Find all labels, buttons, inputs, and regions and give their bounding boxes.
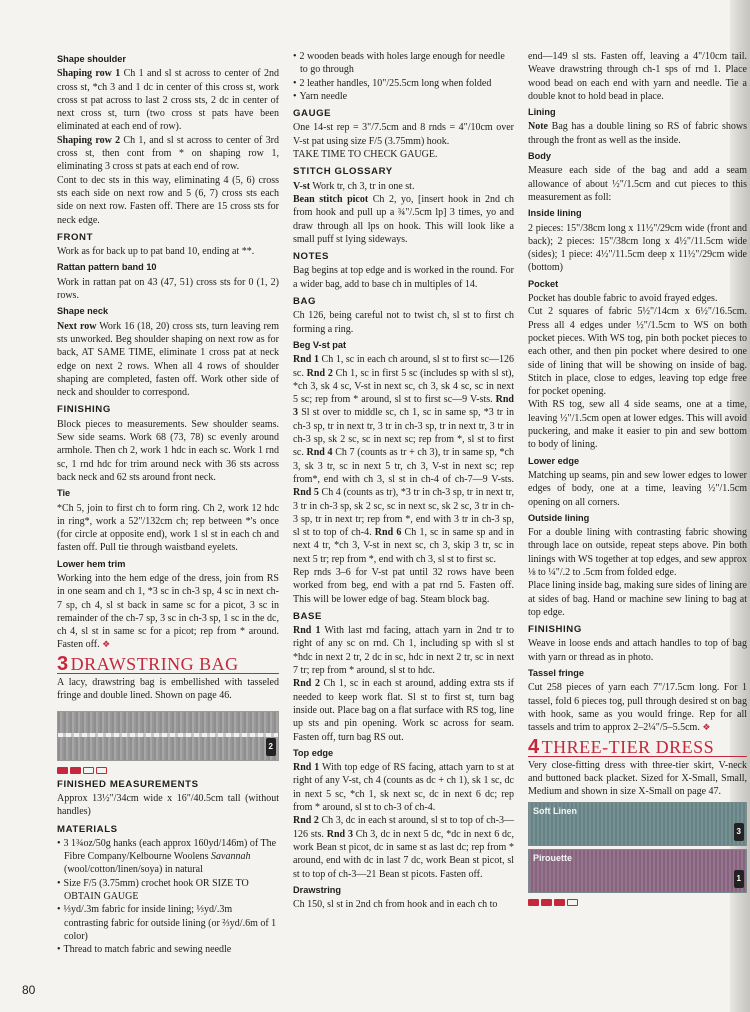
project-3-intro: A lacy, drawstring bag is embellished with tasseled fringe and double lined. Shown on page 46. (57, 677, 279, 702)
lower-edge-heading: Lower edge (528, 455, 580, 466)
vst-label: V-st (293, 180, 311, 192)
materials-list-cont (293, 50, 514, 103)
base-rnd-1: Rnd 1 With last rnd facing, attach yarn in 2nd tr to right of any sc on rnd. Ch 1, including sp with sl st *hdc in next 2 tr, 2 dc in sc, hdc in next 2 tr, sc in next 7 tr; rep from * around, sl st to hdc. (293, 625, 514, 677)
project-4-intro: Very close-fitting dress with three-tier skirt, V-neck and buttoned back placket. Sized for X-Small, Small, Medium and shown in size X-Small on page 47. (528, 759, 747, 798)
project-3-number: 3 (57, 652, 69, 675)
outside-lining-text-1: For a double lining with contrasting fabric showing through lace on outside, repeat steps above. Pin both linings with WS together at top edges, and sew approx ⅛ to ¼"/.2 to .5cm from folded edge. (528, 527, 747, 578)
skill-level-icon (57, 767, 279, 774)
pocket-text-1: Pocket has double fabric to avoid frayed edges. (528, 293, 718, 305)
yarn-swatch-savannah (57, 711, 279, 761)
inside-lining-text: 2 pieces: 15"/38cm long x 11½"/29cm wide (front and back); 2 pieces: 15"/38cm long x 4½"/11.5cm wide (sides); 1 piece: 4½"/11.5cm deep x 11½"/29cm wide (bottom) (528, 222, 747, 274)
shaping-row-1 (57, 67, 279, 133)
outside-lining-heading: Outside lining (528, 512, 590, 523)
page-number: 80 (22, 983, 36, 997)
shaping-row-2-label: Shaping row 2 (57, 134, 121, 146)
swatch-label: Soft Linen (533, 805, 577, 816)
finishing-text-2: Weave in loose ends and attach handles to top of bag with yarn or thread as in photo. (528, 638, 747, 663)
bean-picot-label: Bean stitch picot (293, 193, 369, 205)
lining-note: Note Bag has a double lining so RS of fabric shows through the front as well as the inside. (528, 121, 747, 146)
finishing-heading: FINISHING (57, 404, 111, 416)
base-rnd-2: Rnd 2 Ch 1, sc in each st around, adding extra sts if needed to keep work flat. Sl st to first st, turn bag inside out. Place bag on a flat surface with RS tog, line up sts and pin opening. Work sc across for seam. Fasten off, turn bag RS out. (293, 678, 514, 743)
base-heading: BASE (293, 610, 323, 622)
list-item: • 3 1¾oz/50g hanks (each approx 160yd/146m) of The Fibre Company/Kelbourne Woolens Savannah (wool/cotton/linen/soya) in natural (57, 837, 279, 877)
pocket-text-3: With RS tog, sew all 4 side seams, one at a time, leaving ½"/1.5cm open at lower edges. This will avoid puckering, and make it easier to pin and sew bottom to body of lining. (528, 399, 747, 451)
shaping-row-1-text: Ch 1 and sl st across to center of 2nd cross st, *ch 3 and 1 dc in center of this cross st, work cross st pat across to last 2 cross sts, 2 dc in center of next cross st, turn (two cross st pats have been eliminated at each end of row). (57, 68, 279, 133)
gauge-text: One 14-st rep = 3"/7.5cm and 8 rnds = 4"/10cm over V-st pat using size F/5 (3.75mm) hook. (293, 122, 514, 147)
top-rnd-2-3: Rnd 2 Ch 3, dc in each st around, sl st to top of ch-3—126 sts. Rnd 3 Ch 3, dc in next 5 dc, *dc in next 6 dc, work Bean st picot, dc in same st as last dc; rep from * around, end with dc in last 7 dc, work Bean st picot, sl st to top of ch-3—21 Bean st picots. Fasten off. (293, 815, 514, 880)
yarn-swatch-soft-linen (528, 802, 747, 846)
tassel-text: Cut 258 pieces of yarn each 7"/17.5cm long. For 1 tassel, fold 6 pieces tog, pull through desired st on bag with hook, same as you would fringe. Rep for all tassels and trim to approx 2–2¼"/5–5.5cm. ❖ (528, 682, 747, 734)
skill-level-icon (528, 899, 747, 906)
notes-text: Bag begins at top edge and is worked in the round. For a wider bag, add to base ch in multiples of 14. (293, 265, 514, 290)
lower-hem-heading: Lower hem trim (57, 558, 126, 569)
vst-definition: V-st Work tr, ch 3, tr in one st. (293, 180, 415, 192)
list-item: • ⅓yd/.3m fabric for inside lining; ⅓yd/.3m contrasting fabric for outside lining (or ⅔yd/.6m of 1 color) (57, 903, 279, 943)
front-heading: FRONT (57, 231, 94, 243)
lower-edge-text: Matching up seams, pin and sew lower edges to lower edges of body, one at a time, leaving ½"/1.5cm opening on all corners. (528, 469, 747, 508)
end-mark-icon: ❖ (702, 722, 711, 733)
list-item: • Thread to match fabric and sewing needle (57, 943, 279, 956)
top-rnd-1: Rnd 1 With top edge of RS facing, attach yarn to st at right of any V-st, ch 4 (counts as dc + ch 1), sk 1 sc, dc in next 5 sc, *ch 1, sk next sc, dc in next 6 dc; rep from * around, sl st to ch-3 of ch-4. (293, 762, 514, 814)
body-heading: Body (528, 151, 551, 162)
gauge-heading: GAUGE (293, 108, 332, 120)
drawstring-text: Ch 150, sl st in 2nd ch from hook and in each ch to (293, 899, 498, 911)
swatch-stripe (58, 733, 278, 737)
rattan-heading: Rattan pattern band 10 (57, 262, 157, 273)
swatch-label: Pirouette (533, 852, 573, 863)
list-item: • 2 wooden beads with holes large enough for needle to go through (293, 50, 514, 77)
bag-heading: BAG (293, 296, 317, 308)
front-text: Work as for back up to pat band 10, ending at **. (57, 246, 255, 258)
end-mark-icon: ❖ (102, 639, 111, 650)
next-row-label: Next row (57, 320, 97, 332)
body-text: Measure each side of the bag and add a seam allowance of about ½"/1.5cm and cut pieces to this measurement as foll: (528, 165, 747, 203)
shaping-row-2 (57, 134, 279, 174)
materials-list (57, 837, 279, 957)
next-row-text: Work 16 (18, 20) cross sts, turn leaving rem sts unworked. Beg shoulder shaping on next row as for back, AT SAME TIME, eliminate 1 cross pat at neck edge on next 2 rows. When all 4 rows of shoulder shaping are completed, fasten off. Work other side of neck and shoulder to correspond. (57, 320, 279, 399)
bean-picot-definition: Bean stitch picot Ch 2, yo, [insert hook in 2nd ch from hook and pull up a ¾"/.5cm lp] 3 times, yo and draw through all lps on hook. This will look like a small puff st lying sideways. (293, 193, 514, 245)
shape-shoulder-heading: Shape shoulder (57, 54, 126, 64)
pocket-heading: Pocket (528, 278, 559, 289)
top-edge-heading: Top edge (293, 747, 334, 758)
pocket-text-2: Cut 2 squares of fabric 5½"/14cm x 6½"/16.5cm. Press all 4 edges under ½"/1.5cm to WS on both pocket pieces. With WS tog, pin both pocket pieces to each other, and then pin pocket where desired to one side of lining that will be showing on inside of bag. Stitch in place, close to edges, leaving top edge free for pocket opening. (528, 306, 747, 398)
lower-hem-text (57, 572, 279, 652)
stitch-glossary-heading: STITCH GLOSSARY (293, 166, 393, 178)
column-2 (293, 50, 514, 911)
shape-neck-heading: Shape neck (57, 306, 109, 317)
project-4-title (528, 735, 747, 758)
column-3 (528, 50, 747, 910)
project-4-number: 4 (528, 735, 540, 758)
shape-neck-text (57, 320, 279, 400)
tie-heading: Tie (57, 488, 71, 499)
finished-measurements-heading: FINISHED MEASUREMENTS (57, 778, 199, 790)
finishing-text: Block pieces to measurements. Sew shoulder seams. Sew side seams. Work 68 (73, 78) sc evenly around armhole. Then ch 2, work 1 hdc in each sc. Work 1 rnd sc, 1 rnd hdc for trim around neck with 36 sts across back neck and 62 sts around front neck. (57, 418, 279, 483)
yarn-weight-tab: 1 (734, 870, 744, 887)
finishing-heading-2: FINISHING (528, 624, 582, 636)
list-item: • Yarn needle (293, 90, 514, 103)
project-3-title-text: DRAWSTRING BAG (70, 653, 239, 674)
list-item: • 2 leather handles, 10"/25.5cm long when folded (293, 77, 514, 90)
drawstring-cont: end—149 sl sts. Fasten off, leaving a 4"/10cm tail. Weave drawstring through ch-1 sps of rnd 1. Place wood bead on each end with yarn and needle. Tie a double knot to hold bead in place. (528, 51, 747, 102)
drawstring-heading: Drawstring (293, 884, 341, 895)
column-1 (57, 50, 279, 957)
shaping-row-2-text: Ch 1, and sl st across to center of 3rd cross st, then cont from * on shaping row 1, eliminating 3 cross st pats at each end of row. (57, 134, 279, 173)
inside-lining-heading: Inside lining (528, 208, 582, 219)
list-item: • Size F/5 (3.75mm) crochet hook OR SIZE TO OBTAIN GAUGE (57, 877, 279, 904)
vst-pattern-rounds: Rnd 1 Ch 1, sc in each ch around, sl st to first sc—126 sc. Rnd 2 Ch 1, sc in first 5 sc (includes sp with sl st), *ch 3, sk 4 sc, V-st in next sc, ch 3, sk 4 sc, sc in next 5 sc; rep from * around, sl st to first sc—9 V-sts. Rnd 3 Sl st over to middle sc, ch 1, sc in same sp, *3 tr in ch-3 sp, tr in next tr, 3 tr in ch-3 sp, tr in next tr, 3 tr in ch-3 sp, sk 2 sc, sc in next sc; rep from *, sl st to first sc. Rnd 4 Ch 7 (counts as tr + ch 3), tr in same sp, *ch 3, sk 3 tr, sc in next 5 tr, ch 3, V-st in next sc; rep from*, end with ch 3, sl st in ch-4 of ch-7—9 V-sts. Rnd 5 Ch 4 (counts as tr), *3 tr in ch-3 sp, tr in next tr, 3 tr in ch-3 sp, sk 2 sc, sc in next sc, sk 2 sc, 3 tr in ch-3 sp, tr in next tr; rep from *, end with 3 tr in ch-3 sp, sl st to top of ch-4. Rnd 6 Ch 1, sc in same sp and in next 4 tr, *ch 3, V-st in next sc, ch 3, skip 3 tr, sc in next 5 tr; rep from *, end with ch 3, sl st to first sc. (293, 354, 514, 565)
yarn-name: Savannah (211, 851, 251, 863)
notes-heading: NOTES (293, 251, 330, 263)
tassel-heading: Tassel fringe (528, 668, 584, 679)
bag-text: Ch 126, being careful not to twist ch, sl st to first ch forming a ring. (293, 310, 514, 335)
finished-measurements-text: Approx 13½"/34cm wide x 16"/40.5cm tall (without handles) (57, 792, 279, 818)
yarn-weight-tab: 3 (734, 823, 744, 840)
lining-heading: Lining (528, 107, 556, 118)
repeat-text: Rep rnds 3–6 for V-st pat until 32 rows have been worked from beg, end with a pat rnd 5. Fasten off. This will be lower edge of bag. Steam block bag. (293, 566, 514, 605)
beg-vst-heading: Beg V-st pat (293, 339, 347, 350)
project-4-title-text: THREE-TIER DRESS (541, 736, 715, 757)
yarn-swatch-pirouette (528, 849, 747, 893)
project-3-title (57, 652, 279, 675)
materials-heading: MATERIALS (57, 823, 118, 835)
outside-lining-text-2: Place lining inside bag, making sure sides of lining are at sides of bag. Hand or machine sew lining to bag at top edge. (528, 580, 747, 618)
shaping-row-1-label: Shaping row 1 (57, 68, 121, 80)
shaping-cont: Cont to dec sts in this way, eliminating 4 (5, 6) cross sts each side on next row and 5 (6, 7) cross sts each side on next row. Fasten off. There are 15 cross sts for neck edge. (57, 174, 279, 226)
yarn-weight-tab: 2 (266, 738, 276, 755)
lower-hem-body: Working into the hem edge of the dress, join from RS in one seam and ch 1, *3 sc in ch-3 sp, 4 sc in next ch-7 sp, ch 4, sl st back in same sc for a picot, 3 sc in remainder of the ch-7 sp, 3 sc in ch-3 sp, 1 sc in the dc, ch 4, sl st in same sc for a picot; rep from * around. Fasten off. (57, 572, 279, 651)
gauge-check: TAKE TIME TO CHECK GAUGE. (293, 149, 438, 161)
tie-text: *Ch 5, join to first ch to form ring. Ch 2, work 12 hdc in ring*, work a 52"/132cm ch; rep between *'s once (for circle at opposite end), work 1 sl st in each ch and fasten off. Pull tie through waistband eyelets. (57, 502, 279, 554)
rattan-text: Work in rattan pat on 43 (47, 51) cross sts for 0 (1, 2) rows. (57, 276, 279, 302)
